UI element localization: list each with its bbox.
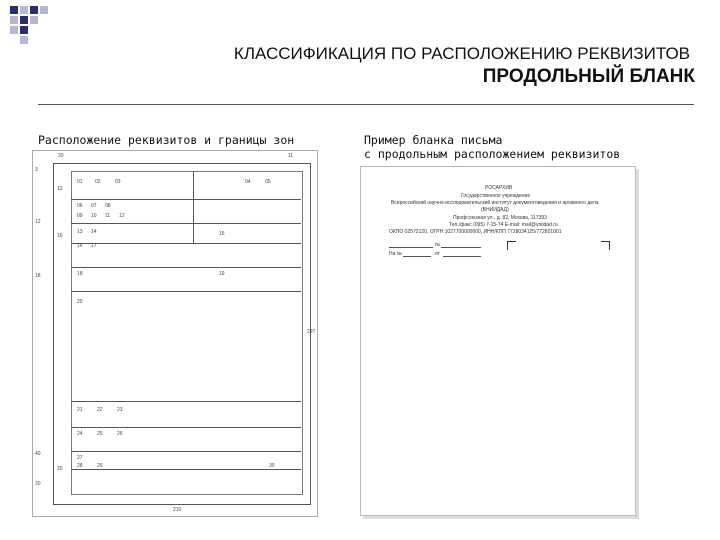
zone-layout-diagram	[32, 150, 318, 517]
dim-left-a: 3	[35, 167, 38, 173]
zone-line	[71, 267, 301, 268]
dim-left-e: 20	[35, 481, 41, 487]
zone-number: 19	[219, 271, 225, 277]
corner-square-light	[10, 16, 18, 24]
ref-on-label: На №	[389, 251, 403, 257]
ref-from-label: от	[435, 251, 440, 257]
dim-top-right: 11	[288, 153, 294, 159]
letterhead-line7: ОКПО 02572120, ОГРН 1027700000000, ИНН/КПП 7728034125/772801001	[389, 229, 562, 235]
letterhead-line4: (ВНИИДАД)	[481, 207, 509, 213]
zone-number: 06	[77, 203, 83, 209]
dim-left-b: 12	[35, 219, 41, 225]
letterhead-line3: Всероссийский научно-исследовательский институт документоведения и архивного дела	[391, 200, 599, 206]
zone-number: 29	[97, 463, 103, 469]
letterhead-line2: Государственное учреждение	[461, 193, 531, 199]
zone-number: 09	[77, 213, 83, 219]
zone-number: 04	[245, 179, 251, 185]
zone-number: 08	[105, 203, 111, 209]
letterhead-line6: Тел./факс (095) 7-15-74 E-mail: mail@vniidad.ru	[449, 222, 558, 228]
zone-number: 21	[77, 407, 83, 413]
zone-number: 13	[77, 229, 83, 235]
zone-number: 30	[269, 463, 275, 469]
corner-square-dark	[30, 6, 38, 14]
right-caption-line1: Пример бланка письма	[364, 133, 503, 147]
slide-title: КЛАССИФИКАЦИЯ ПО РАСПОЛОЖЕНИЮ РЕКВИЗИТОВ	[233, 44, 690, 63]
ref-number-line	[441, 247, 481, 248]
dim-left-h: 16	[57, 233, 63, 239]
zone-number: 25	[97, 431, 103, 437]
dim-left-c: 18	[35, 273, 41, 279]
date-line	[389, 247, 433, 248]
zone-number: 01	[77, 179, 83, 185]
corner-square-dark	[10, 6, 18, 14]
dim-bottom-width: 210	[173, 507, 182, 513]
corner-square-light	[10, 26, 18, 34]
zone-number: 05	[265, 179, 271, 185]
zone-line	[71, 451, 301, 452]
zone-line	[71, 469, 301, 470]
zone-number: 02	[95, 179, 101, 185]
zone-number: 27	[77, 455, 83, 461]
dim-top-width: 20	[58, 153, 64, 159]
zone-number: 03	[115, 179, 121, 185]
letterhead-line1: РОСАРХИВ	[485, 185, 513, 191]
zone-line	[71, 199, 301, 200]
zone-number: 07	[91, 203, 97, 209]
zone-number: 15	[219, 231, 225, 237]
zone-number: 16	[77, 243, 83, 249]
zone-number: 26	[117, 431, 123, 437]
zone-number: 14	[91, 229, 97, 235]
zone-number: 17	[91, 243, 97, 249]
zone-line	[71, 291, 301, 292]
corner-square-dark	[20, 16, 28, 24]
corner-square-light	[20, 6, 28, 14]
corner-square-light	[30, 16, 38, 24]
zone-line	[71, 223, 301, 224]
ref-from-line	[443, 256, 481, 257]
inner-field	[71, 171, 303, 495]
zone-number: 22	[97, 407, 103, 413]
zone-line	[71, 401, 301, 402]
zone-number: 24	[77, 431, 83, 437]
zone-number: 10	[91, 213, 97, 219]
dim-left-d: 40	[35, 451, 41, 457]
sample-letter-form	[360, 166, 636, 516]
corner-square-dark	[20, 26, 28, 34]
right-caption-line2: с продольным расположением реквизитов	[364, 147, 621, 161]
zone-number: 12	[119, 213, 125, 219]
zone-number: 18	[77, 271, 83, 277]
left-caption: Расположение реквизитов и границы зон	[38, 133, 295, 147]
addressee-corner-right	[601, 241, 610, 250]
zone-number: 20	[77, 299, 83, 305]
addressee-corner-left	[507, 241, 516, 250]
header-divider	[38, 104, 694, 105]
dim-side-height: 297	[307, 329, 316, 335]
dim-left-g: 12	[57, 186, 63, 192]
zone-number: 23	[117, 407, 123, 413]
zone-divider	[193, 171, 194, 243]
zone-number: 11	[105, 213, 111, 219]
letterhead-line5: Профсоюзная ул., д. 82, Москва, 117393	[453, 215, 547, 221]
zone-number: 28	[77, 463, 83, 469]
zone-line	[71, 427, 301, 428]
slide-subtitle: ПРОДОЛЬНЫЙ БЛАНК	[482, 66, 695, 87]
zone-line	[71, 243, 301, 244]
ref-on-line	[403, 256, 431, 257]
corner-square-light	[40, 6, 48, 14]
dim-left-i: 20	[57, 466, 63, 472]
corner-square-light	[20, 36, 28, 44]
ref-number-label: №	[435, 242, 441, 248]
